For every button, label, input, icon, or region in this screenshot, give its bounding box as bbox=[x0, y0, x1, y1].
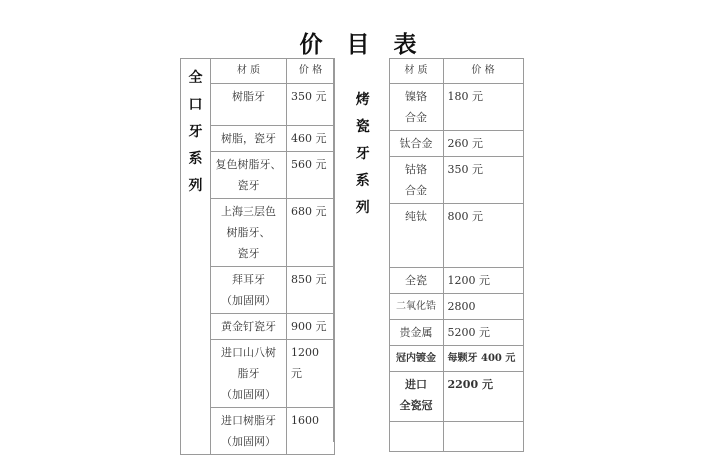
header-material: 材 质 bbox=[389, 59, 443, 84]
price-cell: 350 元 bbox=[443, 157, 523, 204]
price-cell: 850 元 bbox=[287, 267, 335, 314]
price-cell: 1600 bbox=[287, 408, 335, 455]
material-cell: 二氧化锆 bbox=[389, 294, 443, 320]
material-cell: 贵金属 bbox=[389, 320, 443, 346]
price-cell: 680 元 bbox=[287, 199, 335, 267]
material-cell: 进口树脂牙 （加固网） bbox=[211, 408, 287, 455]
price-cell: 1200 元 bbox=[443, 268, 523, 294]
material-cell: 上海三层色 树脂牙、 瓷牙 bbox=[211, 199, 287, 267]
material-cell: 树脂，瓷牙 bbox=[211, 126, 287, 152]
page-title: 价 目 表 bbox=[299, 32, 425, 58]
header-material: 材 质 bbox=[211, 59, 287, 84]
price-table-full-denture bbox=[180, 58, 335, 455]
material-cell: 钴铬 合金 bbox=[389, 157, 443, 204]
material-cell: 进口 全瓷冠 bbox=[389, 372, 443, 422]
price-cell: 900 元 bbox=[287, 314, 335, 340]
category-label: 烤 瓷 牙 系 列 bbox=[355, 91, 370, 216]
price-cell: 560 元 bbox=[287, 152, 335, 199]
material-cell bbox=[389, 422, 443, 452]
price-cell: 2200 元 bbox=[443, 372, 523, 422]
material-cell: 进口山八树 脂牙 （加固网） bbox=[211, 340, 287, 408]
material-cell: 钛合金 bbox=[389, 131, 443, 157]
material-cell: 冠内镀金 bbox=[389, 346, 443, 372]
price-cell: 5200 元 bbox=[443, 320, 523, 346]
price-cell: 每颗牙 400 元 bbox=[443, 346, 523, 372]
price-cell bbox=[443, 422, 523, 452]
category-label: 全 口 牙 系 列 bbox=[181, 59, 211, 455]
price-cell: 260 元 bbox=[443, 131, 523, 157]
column-divider bbox=[333, 58, 334, 442]
price-cell: 460 元 bbox=[287, 126, 335, 152]
material-cell: 黄金钉瓷牙 bbox=[211, 314, 287, 340]
header-price: 价 格 bbox=[443, 59, 523, 84]
price-cell: 180 元 bbox=[443, 84, 523, 131]
header-price: 价 格 bbox=[287, 59, 335, 84]
material-cell: 复色树脂牙、 瓷牙 bbox=[211, 152, 287, 199]
price-cell: 1200 元 bbox=[287, 340, 335, 408]
price-cell: 350 元 bbox=[287, 84, 335, 126]
material-cell: 树脂牙 bbox=[211, 84, 287, 126]
material-cell: 镍铬 合金 bbox=[389, 84, 443, 131]
material-cell: 全瓷 bbox=[389, 268, 443, 294]
price-cell: 2800 bbox=[443, 294, 523, 320]
material-cell: 纯钛 bbox=[389, 204, 443, 268]
material-cell: 拜耳牙 （加固网） bbox=[211, 267, 287, 314]
price-table-porcelain bbox=[337, 58, 524, 452]
price-cell: 800 元 bbox=[443, 204, 523, 268]
